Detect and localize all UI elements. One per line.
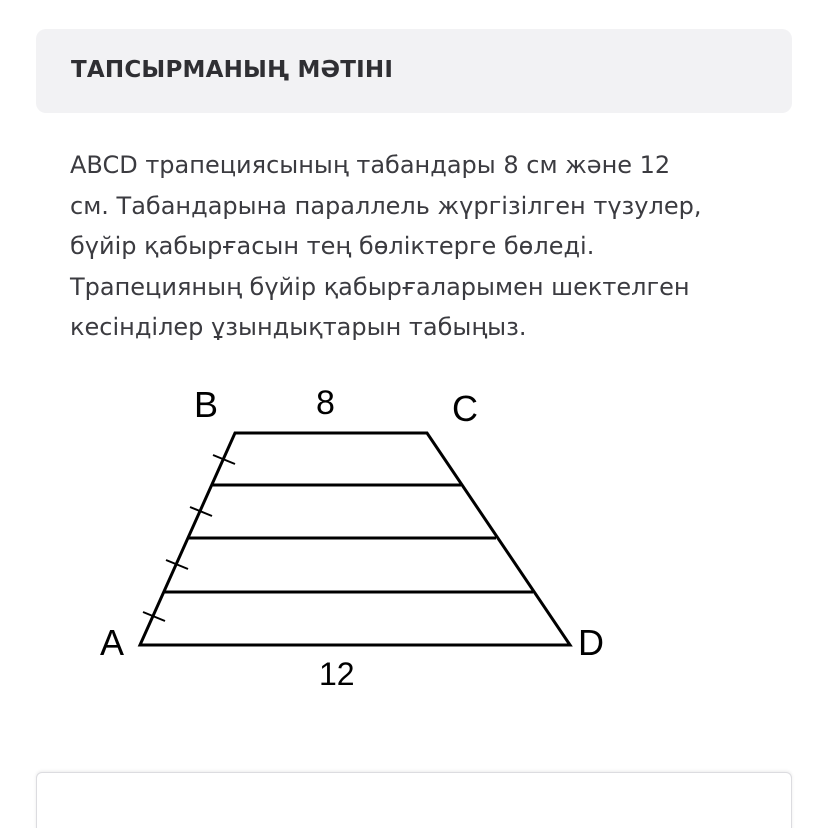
answer-panel	[36, 772, 792, 828]
top-base-label: 8	[316, 384, 335, 422]
trapezoid-diagram	[78, 372, 638, 702]
task-text-line: ABCD трапециясының табандары 8 см және 12	[70, 151, 671, 179]
vertex-label-b: B	[194, 384, 219, 425]
task-text-line: Трапецияның бүйір қабырғаларымен шектелген	[70, 272, 690, 301]
vertex-label-a: A	[100, 622, 125, 663]
vertex-label-c: C	[452, 388, 478, 429]
trapezoid-figure	[78, 372, 638, 702]
task-text	[70, 145, 770, 348]
task-text-line: бүйір қабырғасын тең бөліктерге бөледі.	[70, 232, 595, 260]
task-header	[36, 29, 792, 113]
task-text-line: кесінділер ұзындықтарын табыңыз.	[70, 313, 527, 341]
task-title: ТАПСЫРМАНЫҢ МӘТІНІ	[71, 57, 394, 83]
task-text-line: см. Табандарына параллель жүргізілген түзулер,	[70, 191, 702, 220]
bottom-base-label: 12	[319, 656, 355, 692]
vertex-label-d: D	[578, 622, 604, 663]
